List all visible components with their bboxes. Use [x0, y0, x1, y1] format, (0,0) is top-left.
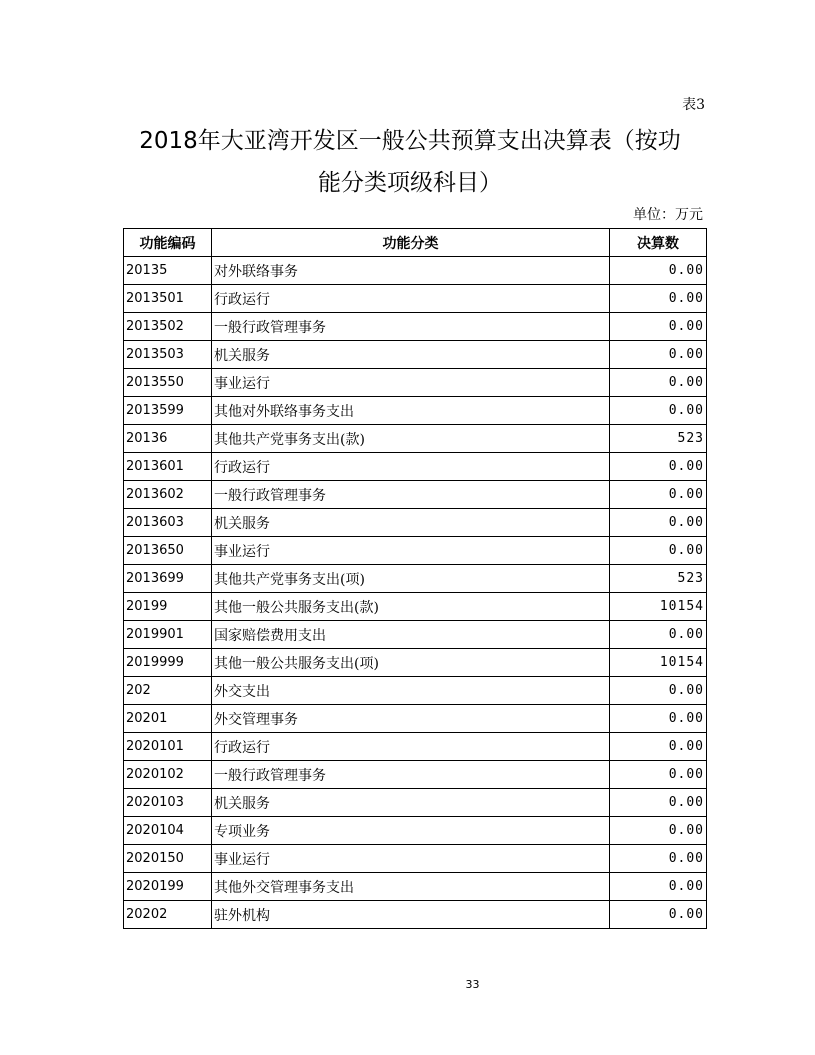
row-code: 2013501	[124, 285, 212, 313]
row-category: 事业运行	[212, 845, 610, 873]
row-category: 对外联络事务	[212, 257, 610, 285]
budget-table	[123, 228, 707, 929]
row-code: 2013503	[124, 341, 212, 369]
table-body	[124, 257, 707, 929]
row-amount: 10154	[610, 649, 707, 677]
row-category: 一般行政管理事务	[212, 313, 610, 341]
row-category: 事业运行	[212, 537, 610, 565]
row-amount: 0.00	[610, 397, 707, 425]
row-amount: 0.00	[610, 901, 707, 929]
row-category: 事业运行	[212, 369, 610, 397]
row-category: 外交管理事务	[212, 705, 610, 733]
row-category: 国家赔偿费用支出	[212, 621, 610, 649]
table-row	[124, 341, 707, 369]
table-row	[124, 649, 707, 677]
title-line-1: 2018年大亚湾开发区一般公共预算支出决算表（按功	[139, 128, 681, 154]
row-code: 2013502	[124, 313, 212, 341]
table-row	[124, 453, 707, 481]
row-code: 2020103	[124, 789, 212, 817]
row-amount: 0.00	[610, 453, 707, 481]
row-amount: 0.00	[610, 873, 707, 901]
row-amount: 0.00	[610, 677, 707, 705]
table-row	[124, 621, 707, 649]
table-row	[124, 761, 707, 789]
row-amount: 523	[610, 565, 707, 593]
row-code: 2013601	[124, 453, 212, 481]
table-row	[124, 537, 707, 565]
table-row	[124, 733, 707, 761]
table-row	[124, 845, 707, 873]
row-code: 20199	[124, 593, 212, 621]
row-category: 专项业务	[212, 817, 610, 845]
table-row	[124, 677, 707, 705]
row-category: 驻外机构	[212, 901, 610, 929]
row-amount: 0.00	[610, 313, 707, 341]
row-category: 行政运行	[212, 733, 610, 761]
row-category: 外交支出	[212, 677, 610, 705]
row-category: 一般行政管理事务	[212, 761, 610, 789]
table-row	[124, 509, 707, 537]
table-row	[124, 481, 707, 509]
table-row	[124, 817, 707, 845]
document-title	[100, 120, 720, 204]
row-amount: 0.00	[610, 257, 707, 285]
title-line-2: 能分类项级科目）	[318, 170, 502, 196]
row-category: 机关服务	[212, 509, 610, 537]
row-amount: 0.00	[610, 341, 707, 369]
row-amount: 0.00	[610, 537, 707, 565]
row-code: 20135	[124, 257, 212, 285]
row-code: 2020199	[124, 873, 212, 901]
table-row	[124, 285, 707, 313]
table-row	[124, 257, 707, 285]
row-category: 其他共产党事务支出(款)	[212, 425, 610, 453]
row-code: 2019901	[124, 621, 212, 649]
row-code: 2020150	[124, 845, 212, 873]
header-amount: 决算数	[610, 229, 707, 257]
row-amount: 523	[610, 425, 707, 453]
row-amount: 0.00	[610, 369, 707, 397]
row-code: 2020101	[124, 733, 212, 761]
row-code: 2019999	[124, 649, 212, 677]
table-row	[124, 789, 707, 817]
row-amount: 0.00	[610, 733, 707, 761]
row-code: 2013603	[124, 509, 212, 537]
row-code: 20136	[124, 425, 212, 453]
table-row	[124, 369, 707, 397]
table-number-label: 表3	[682, 97, 705, 113]
table-row	[124, 397, 707, 425]
row-amount: 0.00	[610, 705, 707, 733]
row-code: 2013599	[124, 397, 212, 425]
table-row	[124, 901, 707, 929]
row-code: 20202	[124, 901, 212, 929]
row-category: 其他共产党事务支出(项)	[212, 565, 610, 593]
table-row	[124, 425, 707, 453]
row-amount: 0.00	[610, 509, 707, 537]
row-category: 机关服务	[212, 341, 610, 369]
table-row	[124, 565, 707, 593]
row-code: 2020104	[124, 817, 212, 845]
row-code: 2013699	[124, 565, 212, 593]
table-row	[124, 705, 707, 733]
row-category: 行政运行	[212, 453, 610, 481]
header-code: 功能编码	[124, 229, 212, 257]
row-code: 2013550	[124, 369, 212, 397]
row-code: 20201	[124, 705, 212, 733]
row-category: 其他一般公共服务支出(款)	[212, 593, 610, 621]
row-category: 一般行政管理事务	[212, 481, 610, 509]
table-row	[124, 593, 707, 621]
unit-label: 单位：万元	[633, 207, 703, 223]
row-category: 其他对外联络事务支出	[212, 397, 610, 425]
row-code: 2020102	[124, 761, 212, 789]
row-category: 其他外交管理事务支出	[212, 873, 610, 901]
row-category: 机关服务	[212, 789, 610, 817]
row-amount: 0.00	[610, 789, 707, 817]
row-category: 行政运行	[212, 285, 610, 313]
row-amount: 0.00	[610, 845, 707, 873]
row-amount: 0.00	[610, 481, 707, 509]
row-code: 2013650	[124, 537, 212, 565]
header-category: 功能分类	[212, 229, 610, 257]
page-number: 33	[465, 978, 480, 991]
table-row	[124, 313, 707, 341]
row-amount: 0.00	[610, 817, 707, 845]
row-amount: 0.00	[610, 621, 707, 649]
row-code: 2013602	[124, 481, 212, 509]
row-amount: 0.00	[610, 285, 707, 313]
row-amount: 0.00	[610, 761, 707, 789]
table-row	[124, 873, 707, 901]
row-code: 202	[124, 677, 212, 705]
row-category: 其他一般公共服务支出(项)	[212, 649, 610, 677]
table-header-row	[124, 229, 707, 257]
row-amount: 10154	[610, 593, 707, 621]
